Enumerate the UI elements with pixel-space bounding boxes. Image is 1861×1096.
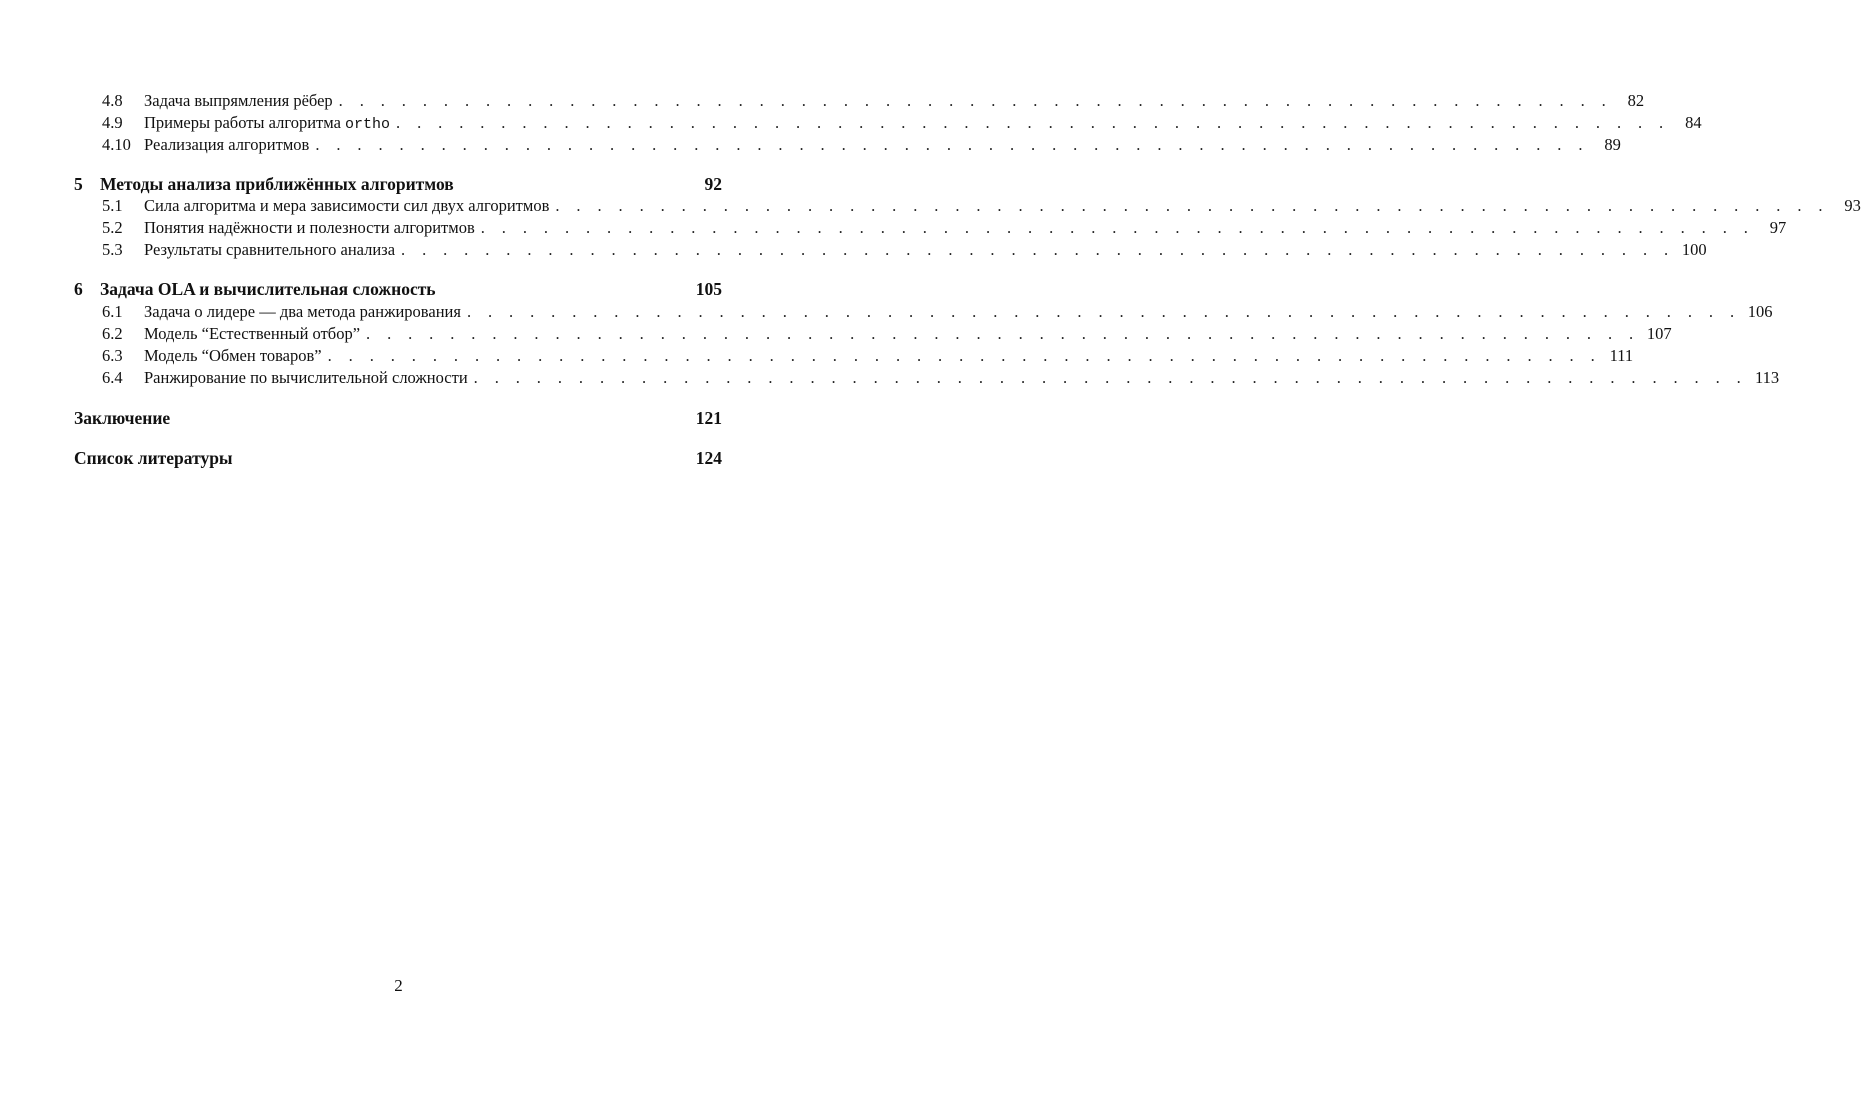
section-number: 4.9 [102,113,123,132]
section-number: 5.3 [102,240,123,259]
back-matter-title: Заключение [74,408,171,428]
dot-leader: . . . . . . . . . . . . . . . . . . . . . . . . . . . . . . . . . . . . . . . . . . . . . . . . . . . . . . . . . . . . . [338,91,1613,110]
page-ref: 92 [704,174,722,194]
section-number: 5.1 [102,196,123,215]
page-ref: 82 [1627,91,1645,110]
toc-references[interactable] [74,448,722,468]
toc-entry-4-8[interactable] [74,91,1645,111]
section-title: Задача выпрямления рёбер [144,91,333,110]
section-title: Модель “Естественный отбор” [144,324,361,343]
chapter-title: Методы анализа приближённых алгоритмов [100,174,454,194]
dot-leader: . . . . . . . . . . . . . . . . . . . . . . . . . . . . . . . . . . . . . . . . . . . . . . . . . . . . . . . . . . . . . [401,240,1675,259]
code-term: ortho [345,116,391,133]
section-number: 5.2 [102,218,123,237]
page-ref: 84 [1685,113,1702,132]
page-ref: 106 [1747,302,1773,321]
toc-entry-5-1[interactable] [74,196,1861,216]
section-title: Реализация алгоритмов [144,135,310,154]
dot-leader: . . . . . . . . . . . . . . . . . . . . . . . . . . . . . . . . . . . . . . . . . . . . . . . . . . . . . . . . . . . . . [366,324,1640,343]
page-ref: 105 [695,279,722,299]
toc-entry-4-9[interactable] [74,113,1702,133]
dot-leader: . . . . . . . . . . . . . . . . . . . . . . . . . . . . . . . . . . . . . . . . . . . . . . . . . . . . . . . . . . . . . [473,368,1748,387]
page-ref: 97 [1769,218,1787,237]
dot-leader: . . . . . . . . . . . . . . . . . . . . . . . . . . . . . . . . . . . . . . . . . . . . . . . . . . . . . . . . . . . . . [480,218,1755,237]
section-number: 6.1 [102,302,123,321]
page-number: 2 [394,976,403,995]
section-title-text: Примеры работы алгоритма [144,113,346,132]
section-number: 6.2 [102,324,123,343]
page-ref: 113 [1755,368,1780,387]
dot-leader: . . . . . . . . . . . . . . . . . . . . . . . . . . . . . . . . . . . . . . . . . . . . . . . . . . . . . . . . . . . . . [327,346,1602,365]
section-title: Задача о лидере — два метода ранжирования [144,302,461,321]
section-number: 4.10 [102,135,131,154]
chapter-number: 5 [74,174,83,194]
page-ref: 100 [1681,240,1707,259]
page-ref: 124 [695,448,722,468]
toc-conclusion[interactable] [74,408,722,428]
chapter-number: 6 [74,279,83,299]
toc-entry-6-2[interactable] [74,324,1672,344]
page-ref: 121 [695,408,722,428]
dot-leader: . . . . . . . . . . . . . . . . . . . . . . . . . . . . . . . . . . . . . . . . . . . . . . . . . . . . . . . . . . . . . [315,135,1589,154]
section-number: 6.3 [102,346,123,365]
section-title: Результаты сравнительного анализа [144,240,396,259]
section-title: Понятия надёжности и полезности алгоритмов [144,218,475,237]
page-ref: 107 [1646,324,1672,343]
toc-entry-6-1[interactable] [74,302,1773,322]
section-number: 4.8 [102,91,123,110]
section-title: Модель “Обмен товаров” [144,346,322,365]
toc-entry-6-3[interactable] [74,346,1634,366]
toc-entry-5-3[interactable] [74,240,1707,260]
toc-chapter-6[interactable] [74,279,722,299]
toc-chapter-5[interactable] [74,174,722,194]
page-ref: 111 [1609,346,1634,365]
dot-leader: . . . . . . . . . . . . . . . . . . . . . . . . . . . . . . . . . . . . . . . . . . . . . . . . . . . . . . . . . . . . . [555,196,1829,215]
section-title: Ранжирование по вычислительной сложности [144,368,468,387]
page-ref: 89 [1604,135,1621,154]
dot-leader: . . . . . . . . . . . . . . . . . . . . . . . . . . . . . . . . . . . . . . . . . . . . . . . . . . . . . . . . . . . . . [396,113,1670,132]
toc-entry-6-4[interactable] [74,368,1780,388]
toc-entry-4-10[interactable] [74,135,1621,155]
back-matter-title: Список литературы [74,448,233,468]
dot-leader: . . . . . . . . . . . . . . . . . . . . . . . . . . . . . . . . . . . . . . . . . . . . . . . . . . . . . . . . . . . . . [466,302,1741,321]
page-ref: 93 [1844,196,1861,215]
section-title: Сила алгоритма и мера зависимости сил двух алгоритмов [144,196,550,215]
section-number: 6.4 [102,368,123,387]
section-title [144,113,390,135]
toc-entry-5-2[interactable] [74,218,1787,238]
chapter-title: Задача OLA и вычислительная сложность [100,279,436,299]
